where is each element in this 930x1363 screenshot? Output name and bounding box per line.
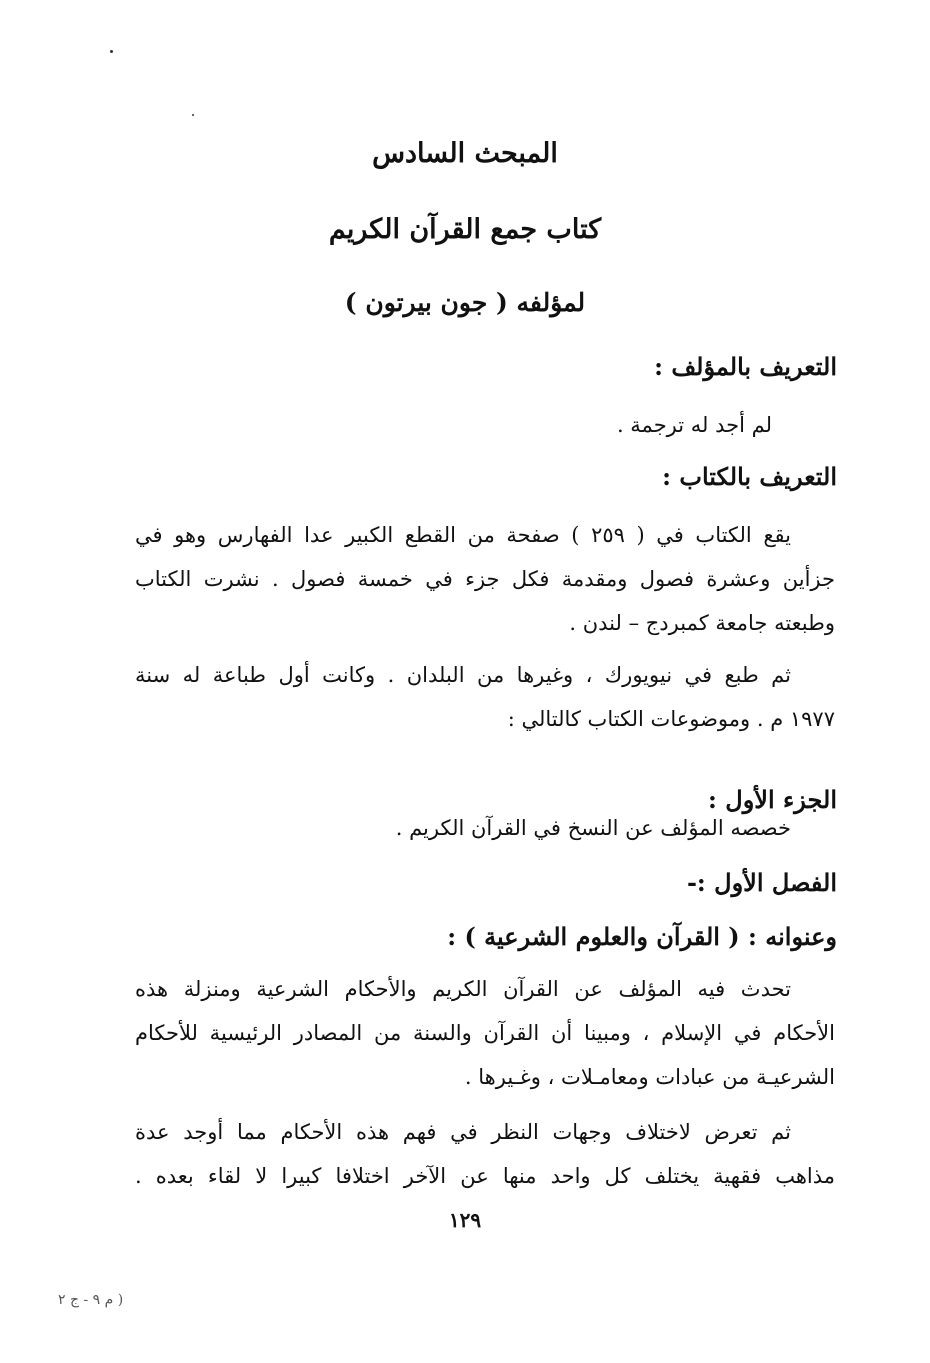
- part1-heading: الجزء الأول :: [708, 785, 837, 814]
- paragraph-line: مذاهب فقهية يختلف كل واحد منها عن الآخر اختلافا كبيرا لا لقاء بعده .: [135, 1164, 835, 1188]
- chapter1-paragraph-1: [135, 967, 835, 1099]
- chapter1-paragraph-2: [135, 1110, 835, 1198]
- author-text: [617, 403, 772, 447]
- book-paragraph-1: [135, 513, 835, 645]
- book-heading: التعريف بالكتاب :: [662, 462, 837, 491]
- paragraph-line: الأحكام في الإسلام ، ومبينا أن القرآن والسنة من المصادر الرئيسية للأحكام: [135, 1021, 835, 1045]
- paragraph-line: الشرعيـة من عبادات ومعامـلات ، وغـيرها .: [464, 1065, 835, 1089]
- paragraph-line: يقع الكتاب في ( ٢٥٩ ) صفحة من القطع الكبير عدا الفهارس وهو في: [135, 523, 792, 547]
- author-line: لمؤلفه ( جون بيرتون ): [344, 288, 586, 317]
- author-heading: التعريف بالمؤلف :: [654, 352, 837, 381]
- paragraph-line: ١٩٧٧ م . وموضوعات الكتاب كالتالي :: [507, 707, 835, 731]
- chapter1-title: وعنوانه : ( القرآن والعلوم الشرعية ) :: [447, 922, 837, 951]
- section-title: المبحث السادس: [372, 138, 558, 169]
- book-paragraph-2: [135, 653, 835, 741]
- paragraph-line: ثم تعرض لاختلاف وجهات النظر في فهم هذه الأحكام مما أوجد عدة: [135, 1120, 791, 1144]
- book-title: كتاب جمع القرآن الكريم: [328, 214, 602, 245]
- paragraph-line: تحدث فيه المؤلف عن القرآن الكريم والأحكام الشرعية ومنزلة هذه: [135, 977, 791, 1001]
- chapter1-heading: الفصل الأول :-: [686, 868, 837, 897]
- paragraph-line: لم أجد له ترجمة .: [616, 413, 772, 437]
- paragraph-line: وطبعته جامعة كمبردج – لندن .: [569, 611, 835, 635]
- signature-mark: ( م ٩ - ج ٢: [58, 1292, 124, 1308]
- scan-speck: [192, 114, 194, 116]
- paragraph-line: جزأين وعشرة فصول ومقدمة فكل جزء في خمسة فصول . نشرت الكتاب: [135, 567, 835, 591]
- paragraph-line: خصصه المؤلف عن النسخ في القرآن الكريم .: [395, 816, 791, 840]
- page-number: ١٢٩: [448, 1208, 482, 1232]
- paragraph-line: ثم طبع في نيويورك ، وغيرها من البلدان . وكانت أول طباعة له سنة: [135, 663, 791, 687]
- part1-text: [135, 806, 835, 850]
- scan-speck: [110, 50, 113, 53]
